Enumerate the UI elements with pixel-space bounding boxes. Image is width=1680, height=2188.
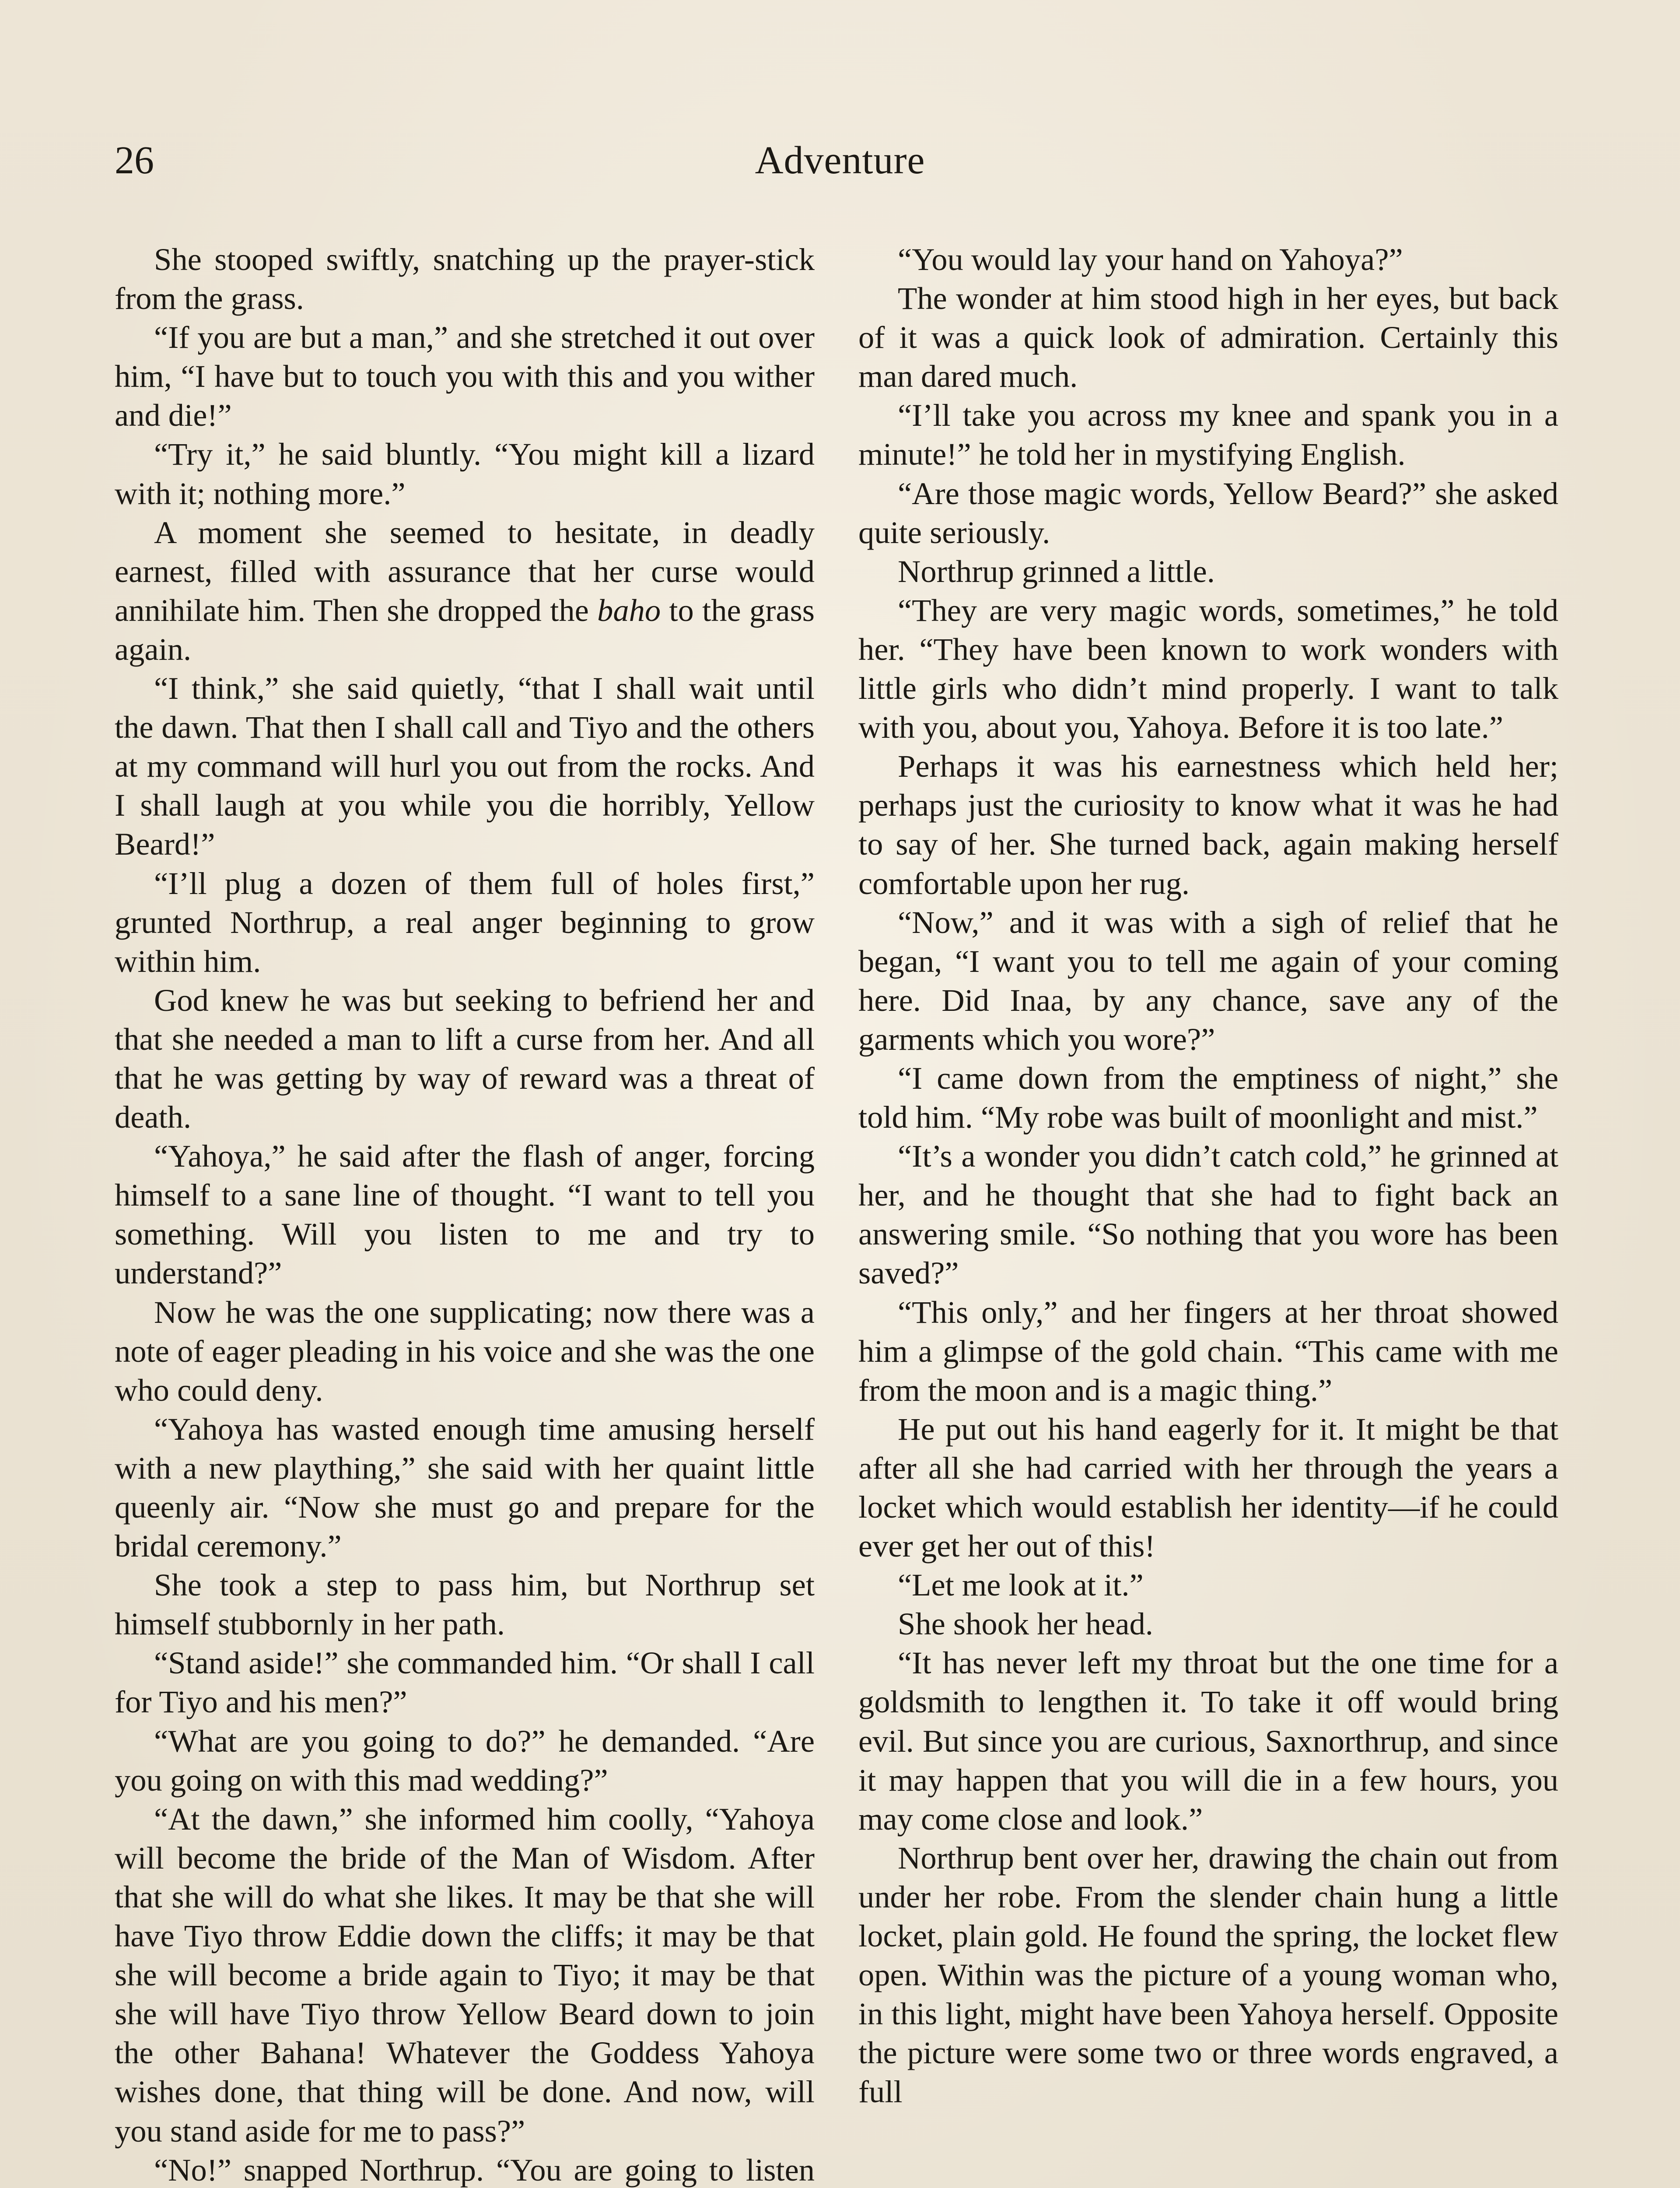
paragraph: “Let me look at it.” [898, 1567, 1144, 1603]
paragraph: The wonder at him stood high in her eyes, but back of it was a quick look of admiration. Certainly this man dared much. [858, 281, 1558, 394]
paragraph: “Yahoya,” he said after the flash of anger, forcing himself to a sane line of thought. “I want to tell you something. Will you listen to me and try to understand?” [115, 1138, 815, 1291]
paragraph: “If you are but a man,” and she stretched it out over him, “I have but to touch you with this and you wither and die!” [115, 319, 815, 433]
paragraph: Perhaps it was his earnestness which held her; perhaps just the curiosity to know what it was he had to say of her. She turned back, again making herself comfortable upon her rug. [858, 748, 1558, 901]
paragraph: She shook her head. [898, 1606, 1153, 1642]
paragraph: “Are those magic words, Yellow Beard?” she asked quite seriously. [858, 475, 1558, 550]
paragraph: “They are very magic words, sometimes,” he told her. “They have been known to work wonders with little girls who didn’t mind properly. I want to talk with you, about you, Yahoya. Before it is too late.” [858, 592, 1558, 745]
paragraph: “I came down from the emptiness of night,” she told him. “My robe was built of moonlight and mist.” [858, 1060, 1558, 1135]
right-column [858, 240, 1558, 2111]
paragraph: God knew he was but seeking to befriend her and that she needed a man to lift a curse from her. And all that he was getting by way of reward was a threat of death. [115, 982, 815, 1135]
paragraph: Northrup grinned a little. [898, 553, 1215, 589]
running-head-title: Adventure [755, 139, 925, 182]
paragraph: “At the dawn,” she informed him coolly, “Yahoya will become the bride of the Man of Wisdom. After that she will do what she likes. It may be that she will have Tiyo throw Eddie down the cliffs; it may be that she will become a bride again to Tiyo; it may be that she will have Tiyo throw Yellow Beard down to join the other Bahana! Whatever the Goddess Yahoya wishes done, that thing will be done. And now, will you stand aside for me to pass?” [115, 1801, 815, 2149]
page-number: 26 [115, 139, 154, 182]
paragraph: She took a step to pass him, but Northrup set himself stubbornly in her path. [115, 1567, 815, 1642]
paragraph: “What are you going to do?” he demanded. “Are you going on with this mad wedding?” [115, 1723, 815, 1798]
paragraph: “This only,” and her fingers at her throat showed him a glimpse of the gold chain. “This came with me from the moon and is a magic thing.” [858, 1294, 1558, 1408]
paragraph: “Try it,” he said bluntly. “You might kill a lizard with it; nothing more.” [115, 436, 815, 511]
paragraph: “I think,” she said quietly, “that I shall wait until the dawn. That then I shall call and Tiyo and the others at my command will hurl you out from the rocks. And I shall laugh at you while you die horribly, Yellow Beard!” [115, 670, 815, 862]
paragraph: “I’ll take you across my knee and spank you in a minute!” he told her in mystifying English. [858, 397, 1558, 472]
paragraph: “It has never left my throat but the one time for a goldsmith to lengthen it. To take it off would bring evil. But since you are curious, Saxnorthrup, and since it may happen that you will die in a few hours, you may come close and look.” [858, 1645, 1558, 1837]
paragraph: “Now,” and it was with a sigh of relief that he began, “I want you to tell me again of your coming here. Did Inaa, by any chance, save any of the garments which you wore?” [858, 904, 1558, 1057]
paragraph: “You would lay your hand on Yahoya?” [898, 242, 1403, 277]
paragraph: Now he was the one supplicating; now there was a note of eager pleading in his voice and she was the one who could deny. [115, 1294, 815, 1408]
paragraph: “No!” snapped Northrup. “You are going to listen [154, 2152, 815, 2188]
paragraph: Northrup bent over her, drawing the chain out from under her robe. From the slender chain hung a little locket, plain gold. He found the spring, the locket flew open. Within was the picture of a young woman who, in this light, might have been Yahoya herself. Opposite the picture were some two or three words engraved, a full [858, 1840, 1558, 2110]
paragraph: He put out his hand eagerly for it. It might be that after all she had carried with her through the years a locket which would establish her identity—if he could ever get her out of this! [858, 1411, 1558, 1564]
paragraph: “It’s a wonder you didn’t catch cold,” he grinned at her, and he thought that she had to fight back an answering smile. “So nothing that you wore has been saved?” [858, 1138, 1558, 1291]
paragraph: A moment she seemed to hesitate, in deadly earnest, filled with assurance that her curse would annihilate him. Then she dropped the baho to the grass again. [115, 514, 815, 667]
paragraph: She stooped swiftly, snatching up the prayer-stick from the grass. [115, 242, 815, 316]
paragraph: “Yahoya has wasted enough time amusing herself with a new plaything,” she said with her quaint little queenly air. “Now she must go and prepare for the bridal ceremony.” [115, 1411, 815, 1564]
paragraph: “I’ll plug a dozen of them full of holes first,” grunted Northrup, a real anger beginning to grow within him. [115, 865, 815, 979]
italic-word: baho [597, 592, 661, 628]
paragraph: “Stand aside!” she commanded him. “Or shall I call for Tiyo and his men?” [115, 1645, 815, 1720]
left-column [115, 240, 815, 2188]
